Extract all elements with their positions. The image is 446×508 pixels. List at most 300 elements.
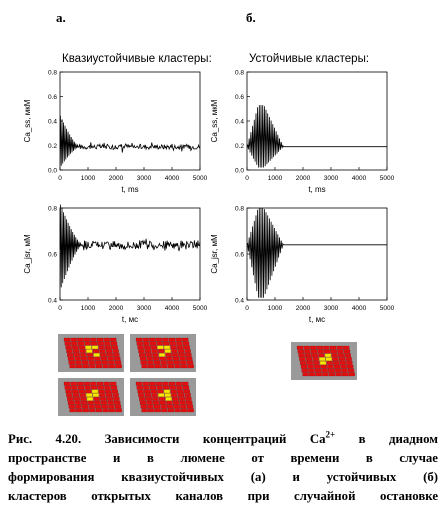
closed-channel-cell bbox=[169, 382, 175, 385]
closed-channel-cell bbox=[143, 382, 149, 385]
closed-channel-cell bbox=[306, 357, 312, 360]
closed-channel-cell bbox=[154, 361, 160, 364]
closed-channel-cell bbox=[106, 349, 112, 352]
closed-channel-cell bbox=[346, 361, 352, 364]
closed-channel-cell bbox=[112, 346, 118, 349]
closed-channel-cell bbox=[105, 390, 111, 393]
closed-channel-cell bbox=[161, 405, 167, 408]
closed-channel-cell bbox=[97, 338, 103, 341]
closed-channel-cell bbox=[349, 373, 355, 376]
open-channel-cell bbox=[325, 354, 331, 357]
closed-channel-cell bbox=[314, 365, 320, 368]
closed-channel-cell bbox=[104, 342, 110, 345]
y-tick-label: 0.8 bbox=[47, 205, 57, 213]
closed-channel-cell bbox=[147, 357, 153, 360]
closed-channel-cell bbox=[104, 382, 110, 385]
closed-channel-cell bbox=[110, 338, 116, 341]
open-channel-cell bbox=[320, 361, 326, 364]
closed-channel-cell bbox=[299, 357, 305, 360]
closed-channel-cell bbox=[143, 338, 149, 341]
closed-channel-cell bbox=[115, 405, 121, 408]
closed-channel-cell bbox=[340, 361, 346, 364]
closed-channel-cell bbox=[144, 346, 150, 349]
closed-channel-cell bbox=[97, 382, 103, 385]
closed-channel-cell bbox=[68, 401, 74, 404]
closed-channel-cell bbox=[84, 338, 90, 341]
open-channel-cell bbox=[164, 346, 170, 349]
closed-channel-cell bbox=[178, 393, 184, 396]
closed-channel-cell bbox=[327, 365, 333, 368]
closed-channel-cell bbox=[169, 338, 175, 341]
closed-channel-cell bbox=[95, 361, 101, 364]
closed-channel-cell bbox=[347, 365, 353, 368]
closed-channel-cell bbox=[113, 397, 119, 400]
closed-channel-cell bbox=[64, 338, 70, 341]
closed-channel-cell bbox=[83, 409, 89, 412]
y-axis-label: Ca_jsr, мМ bbox=[23, 234, 32, 274]
open-channel-cell bbox=[93, 393, 99, 396]
closed-channel-cell bbox=[180, 401, 186, 404]
closed-channel-cell bbox=[153, 401, 159, 404]
closed-channel-cell bbox=[142, 409, 148, 412]
closed-channel-cell bbox=[348, 369, 354, 372]
closed-channel-cell bbox=[85, 386, 91, 389]
figure-caption bbox=[8, 430, 438, 506]
closed-channel-cell bbox=[140, 357, 146, 360]
closed-channel-cell bbox=[141, 405, 147, 408]
closed-channel-cell bbox=[322, 373, 328, 376]
closed-channel-cell bbox=[341, 365, 347, 368]
closed-channel-cell bbox=[303, 373, 309, 376]
closed-channel-cell bbox=[171, 390, 177, 393]
closed-channel-cell bbox=[345, 354, 351, 357]
closed-channel-cell bbox=[182, 382, 188, 385]
closed-channel-cell bbox=[173, 357, 179, 360]
quasi-stable-cluster-grids bbox=[58, 334, 198, 418]
closed-channel-cell bbox=[106, 393, 112, 396]
closed-channel-cell bbox=[89, 365, 95, 368]
closed-channel-cell bbox=[167, 361, 173, 364]
closed-channel-cell bbox=[99, 390, 105, 393]
closed-channel-cell bbox=[145, 349, 151, 352]
closed-channel-cell bbox=[80, 353, 86, 356]
closed-channel-cell bbox=[149, 382, 155, 385]
panel-label-a: а. bbox=[56, 10, 66, 25]
closed-channel-cell bbox=[185, 353, 191, 356]
closed-channel-cell bbox=[152, 353, 158, 356]
closed-channel-cell bbox=[96, 365, 102, 368]
plot-frame bbox=[60, 208, 200, 300]
closed-channel-cell bbox=[160, 357, 166, 360]
closed-channel-cell bbox=[341, 369, 347, 372]
closed-channel-cell bbox=[327, 361, 333, 364]
open-channel-cell bbox=[326, 357, 332, 360]
closed-channel-cell bbox=[64, 382, 70, 385]
closed-channel-cell bbox=[89, 361, 95, 364]
closed-channel-cell bbox=[161, 409, 167, 412]
closed-channel-cell bbox=[304, 346, 310, 349]
open-channel-cell bbox=[85, 346, 91, 349]
series-line bbox=[247, 208, 387, 298]
closed-channel-cell bbox=[80, 397, 86, 400]
chart-title: Квазиустойчивые кластеры: bbox=[62, 53, 212, 65]
closed-channel-cell bbox=[155, 365, 161, 368]
closed-channel-cell bbox=[94, 397, 100, 400]
closed-channel-cell bbox=[85, 342, 91, 345]
closed-channel-cell bbox=[152, 397, 158, 400]
closed-channel-cell bbox=[67, 353, 73, 356]
x-tick-label: 0 bbox=[245, 175, 249, 182]
closed-channel-cell bbox=[102, 361, 108, 364]
closed-channel-cell bbox=[83, 365, 89, 368]
closed-channel-cell bbox=[98, 342, 104, 345]
y-tick-label: 0.2 bbox=[47, 143, 57, 150]
closed-channel-cell bbox=[108, 401, 114, 404]
closed-channel-cell bbox=[174, 361, 180, 364]
plot-frame bbox=[60, 72, 200, 170]
closed-channel-cell bbox=[67, 397, 73, 400]
x-tick-label: 0 bbox=[245, 305, 249, 312]
closed-channel-cell bbox=[178, 349, 184, 352]
closed-channel-cell bbox=[70, 409, 76, 412]
caption-line-2: пространстве и в люмене от времени в случае bbox=[8, 451, 438, 465]
closed-channel-cell bbox=[80, 349, 86, 352]
closed-channel-cell bbox=[138, 390, 144, 393]
closed-channel-cell bbox=[154, 405, 160, 408]
x-tick-label: 1000 bbox=[80, 305, 96, 312]
x-tick-label: 3000 bbox=[323, 305, 339, 312]
closed-channel-cell bbox=[148, 409, 154, 412]
closed-channel-cell bbox=[339, 357, 345, 360]
closed-channel-cell bbox=[344, 350, 350, 353]
closed-channel-cell bbox=[324, 350, 330, 353]
closed-channel-cell bbox=[174, 405, 180, 408]
x-tick-label: 2000 bbox=[295, 175, 311, 182]
y-tick-label: 0.0 bbox=[234, 167, 244, 175]
closed-channel-cell bbox=[82, 405, 88, 408]
y-tick-label: 0.4 bbox=[234, 118, 244, 126]
closed-channel-cell bbox=[110, 382, 116, 385]
closed-channel-cell bbox=[312, 354, 318, 357]
x-tick-label: 3000 bbox=[136, 175, 152, 182]
closed-channel-cell bbox=[71, 382, 77, 385]
closed-channel-cell bbox=[172, 397, 178, 400]
y-tick-label: 0.4 bbox=[234, 297, 244, 305]
closed-channel-cell bbox=[337, 346, 343, 349]
closed-channel-cell bbox=[108, 357, 114, 360]
closed-channel-cell bbox=[141, 361, 147, 364]
closed-channel-cell bbox=[302, 369, 308, 372]
closed-channel-cell bbox=[176, 338, 182, 341]
closed-channel-cell bbox=[111, 386, 117, 389]
closed-channel-cell bbox=[331, 350, 337, 353]
closed-channel-cell bbox=[176, 386, 182, 389]
chart-stable-ca-jsr bbox=[205, 200, 395, 328]
x-tick-label: 5000 bbox=[379, 175, 395, 182]
closed-channel-cell bbox=[99, 393, 105, 396]
closed-channel-cell bbox=[161, 361, 167, 364]
x-tick-label: 2000 bbox=[108, 175, 124, 182]
closed-channel-cell bbox=[168, 409, 174, 412]
closed-channel-cell bbox=[105, 346, 111, 349]
closed-channel-cell bbox=[69, 361, 75, 364]
closed-channel-cell bbox=[101, 401, 107, 404]
y-axis-label: Ca_jsr, мМ bbox=[210, 234, 219, 274]
closed-channel-cell bbox=[96, 409, 102, 412]
closed-channel-cell bbox=[93, 349, 99, 352]
closed-channel-cell bbox=[80, 393, 86, 396]
closed-channel-cell bbox=[175, 365, 181, 368]
closed-channel-cell bbox=[185, 397, 191, 400]
closed-channel-cell bbox=[115, 361, 121, 364]
closed-channel-cell bbox=[187, 405, 193, 408]
x-tick-label: 4000 bbox=[164, 305, 180, 312]
chart-quasi-stable-ca-jsr bbox=[18, 200, 208, 328]
closed-channel-cell bbox=[151, 390, 157, 393]
closed-channel-cell bbox=[152, 349, 158, 352]
closed-channel-cell bbox=[150, 342, 156, 345]
open-channel-cell bbox=[157, 346, 163, 349]
y-tick-label: 0.6 bbox=[234, 94, 244, 101]
open-channel-cell bbox=[166, 397, 172, 400]
closed-channel-cell bbox=[183, 342, 189, 345]
closed-channel-cell bbox=[173, 401, 179, 404]
closed-channel-cell bbox=[332, 357, 338, 360]
closed-channel-cell bbox=[75, 357, 81, 360]
caption-line-4: кластеров открытых каналов при случайной остановке bbox=[8, 489, 438, 503]
closed-channel-cell bbox=[157, 342, 163, 345]
closed-channel-cell bbox=[300, 361, 306, 364]
closed-channel-cell bbox=[157, 390, 163, 393]
y-tick-label: 0.8 bbox=[234, 69, 244, 77]
closed-channel-cell bbox=[177, 346, 183, 349]
closed-channel-cell bbox=[69, 405, 75, 408]
closed-channel-cell bbox=[162, 338, 168, 341]
cluster-grid-tile bbox=[58, 334, 124, 372]
closed-channel-cell bbox=[171, 349, 177, 352]
x-tick-label: 4000 bbox=[351, 305, 367, 312]
closed-channel-cell bbox=[166, 401, 172, 404]
closed-channel-cell bbox=[333, 361, 339, 364]
closed-channel-cell bbox=[66, 346, 72, 349]
closed-channel-cell bbox=[188, 365, 194, 368]
closed-channel-cell bbox=[310, 346, 316, 349]
closed-channel-cell bbox=[79, 346, 85, 349]
closed-channel-cell bbox=[336, 373, 342, 376]
stable-cluster-grid bbox=[291, 342, 361, 382]
x-tick-label: 1000 bbox=[267, 305, 283, 312]
closed-channel-cell bbox=[147, 405, 153, 408]
closed-channel-cell bbox=[146, 397, 152, 400]
closed-channel-cell bbox=[113, 349, 119, 352]
closed-channel-cell bbox=[109, 365, 115, 368]
closed-channel-cell bbox=[176, 382, 182, 385]
closed-channel-cell bbox=[139, 353, 145, 356]
closed-channel-cell bbox=[167, 405, 173, 408]
closed-channel-cell bbox=[72, 390, 78, 393]
closed-channel-cell bbox=[180, 405, 186, 408]
closed-channel-cell bbox=[71, 342, 77, 345]
closed-channel-cell bbox=[162, 382, 168, 385]
closed-channel-cell bbox=[307, 361, 313, 364]
closed-channel-cell bbox=[104, 386, 110, 389]
closed-channel-cell bbox=[321, 365, 327, 368]
closed-channel-cell bbox=[136, 338, 142, 341]
closed-channel-cell bbox=[157, 386, 163, 389]
closed-channel-cell bbox=[139, 397, 145, 400]
closed-channel-cell bbox=[66, 390, 72, 393]
closed-channel-cell bbox=[184, 390, 190, 393]
y-tick-label: 0.8 bbox=[47, 69, 57, 77]
closed-channel-cell bbox=[301, 365, 307, 368]
x-axis-label: t, ms bbox=[121, 185, 139, 194]
closed-channel-cell bbox=[181, 409, 187, 412]
closed-channel-cell bbox=[322, 369, 328, 372]
closed-channel-cell bbox=[342, 373, 348, 376]
y-axis-label: Ca_ss, мкМ bbox=[210, 99, 219, 143]
closed-channel-cell bbox=[99, 346, 105, 349]
closed-channel-cell bbox=[109, 409, 115, 412]
closed-channel-cell bbox=[140, 401, 146, 404]
open-channel-cell bbox=[159, 353, 165, 356]
cluster-grid-tile bbox=[291, 342, 357, 380]
closed-channel-cell bbox=[187, 361, 193, 364]
x-tick-label: 5000 bbox=[379, 305, 395, 312]
closed-channel-cell bbox=[337, 350, 343, 353]
closed-channel-cell bbox=[112, 390, 118, 393]
closed-channel-cell bbox=[104, 338, 110, 341]
closed-channel-cell bbox=[313, 357, 319, 360]
x-tick-label: 1000 bbox=[80, 175, 96, 182]
closed-channel-cell bbox=[107, 353, 113, 356]
closed-channel-cell bbox=[81, 357, 87, 360]
closed-channel-cell bbox=[85, 390, 91, 393]
closed-channel-cell bbox=[156, 338, 162, 341]
closed-channel-cell bbox=[188, 409, 194, 412]
open-channel-cell bbox=[86, 349, 92, 352]
closed-channel-cell bbox=[89, 409, 95, 412]
closed-channel-cell bbox=[91, 342, 97, 345]
closed-channel-cell bbox=[107, 397, 113, 400]
y-tick-label: 0.6 bbox=[47, 251, 57, 259]
closed-channel-cell bbox=[101, 357, 107, 360]
closed-channel-cell bbox=[183, 386, 189, 389]
closed-channel-cell bbox=[152, 393, 158, 396]
x-tick-label: 4000 bbox=[164, 175, 180, 182]
closed-channel-cell bbox=[316, 373, 322, 376]
closed-channel-cell bbox=[88, 357, 94, 360]
open-channel-cell bbox=[165, 393, 171, 396]
closed-channel-cell bbox=[180, 357, 186, 360]
closed-channel-cell bbox=[163, 342, 169, 345]
open-channel-cell bbox=[94, 353, 100, 356]
closed-channel-cell bbox=[65, 342, 71, 345]
closed-channel-cell bbox=[170, 342, 176, 345]
closed-channel-cell bbox=[163, 386, 169, 389]
closed-channel-cell bbox=[145, 393, 151, 396]
closed-channel-cell bbox=[182, 338, 188, 341]
closed-channel-cell bbox=[98, 386, 104, 389]
closed-channel-cell bbox=[155, 409, 161, 412]
y-tick-label: 0.4 bbox=[47, 297, 57, 305]
closed-channel-cell bbox=[180, 361, 186, 364]
closed-channel-cell bbox=[146, 353, 152, 356]
chart-stable-ca-ss bbox=[205, 48, 395, 198]
closed-channel-cell bbox=[298, 350, 304, 353]
y-tick-label: 0.2 bbox=[234, 143, 244, 150]
cluster-grid-tile bbox=[130, 334, 196, 372]
closed-channel-cell bbox=[113, 393, 119, 396]
x-tick-label: 3000 bbox=[136, 305, 152, 312]
closed-channel-cell bbox=[74, 353, 80, 356]
closed-channel-cell bbox=[103, 365, 109, 368]
closed-channel-cell bbox=[77, 382, 83, 385]
open-channel-cell bbox=[86, 393, 92, 396]
closed-channel-cell bbox=[309, 373, 315, 376]
closed-channel-cell bbox=[71, 386, 77, 389]
closed-channel-cell bbox=[176, 342, 182, 345]
closed-channel-cell bbox=[299, 354, 305, 357]
open-channel-cell bbox=[158, 393, 164, 396]
closed-channel-cell bbox=[311, 350, 317, 353]
closed-channel-cell bbox=[184, 346, 190, 349]
closed-channel-cell bbox=[153, 357, 159, 360]
closed-channel-cell bbox=[168, 365, 174, 368]
open-channel-cell bbox=[92, 346, 98, 349]
closed-channel-cell bbox=[160, 401, 166, 404]
closed-channel-cell bbox=[102, 405, 108, 408]
closed-channel-cell bbox=[166, 353, 172, 356]
closed-channel-cell bbox=[297, 346, 303, 349]
closed-channel-cell bbox=[329, 373, 335, 376]
closed-channel-cell bbox=[181, 365, 187, 368]
closed-channel-cell bbox=[108, 405, 114, 408]
closed-channel-cell bbox=[185, 349, 191, 352]
closed-channel-cell bbox=[334, 365, 340, 368]
closed-channel-cell bbox=[323, 346, 329, 349]
open-channel-cell bbox=[319, 357, 325, 360]
closed-channel-cell bbox=[81, 401, 87, 404]
closed-channel-cell bbox=[77, 338, 83, 341]
closed-channel-cell bbox=[144, 390, 150, 393]
closed-channel-cell bbox=[137, 386, 143, 389]
x-axis-label: t, мс bbox=[121, 315, 139, 324]
closed-channel-cell bbox=[84, 382, 90, 385]
closed-channel-cell bbox=[78, 386, 84, 389]
closed-channel-cell bbox=[149, 338, 155, 341]
closed-channel-cell bbox=[179, 353, 185, 356]
closed-channel-cell bbox=[66, 393, 72, 396]
x-tick-label: 2000 bbox=[295, 305, 311, 312]
closed-channel-cell bbox=[113, 353, 119, 356]
closed-channel-cell bbox=[315, 369, 321, 372]
closed-channel-cell bbox=[148, 365, 154, 368]
caption-line-1: Рис. 4.20. Зависимости концентраций $Ca^{2+}$ в диадном bbox=[8, 429, 439, 446]
closed-channel-cell bbox=[137, 342, 143, 345]
closed-channel-cell bbox=[330, 346, 336, 349]
closed-channel-cell bbox=[114, 357, 120, 360]
x-tick-label: 5000 bbox=[192, 175, 208, 182]
x-tick-label: 5000 bbox=[192, 305, 208, 312]
chart-title: Устойчивые кластеры: bbox=[249, 53, 370, 65]
closed-channel-cell bbox=[308, 369, 314, 372]
closed-channel-cell bbox=[317, 346, 323, 349]
closed-channel-cell bbox=[71, 338, 77, 341]
y-axis-label: Ca_ss, мкМ bbox=[23, 99, 32, 143]
closed-channel-cell bbox=[75, 361, 81, 364]
closed-channel-cell bbox=[346, 357, 352, 360]
closed-channel-cell bbox=[332, 354, 338, 357]
